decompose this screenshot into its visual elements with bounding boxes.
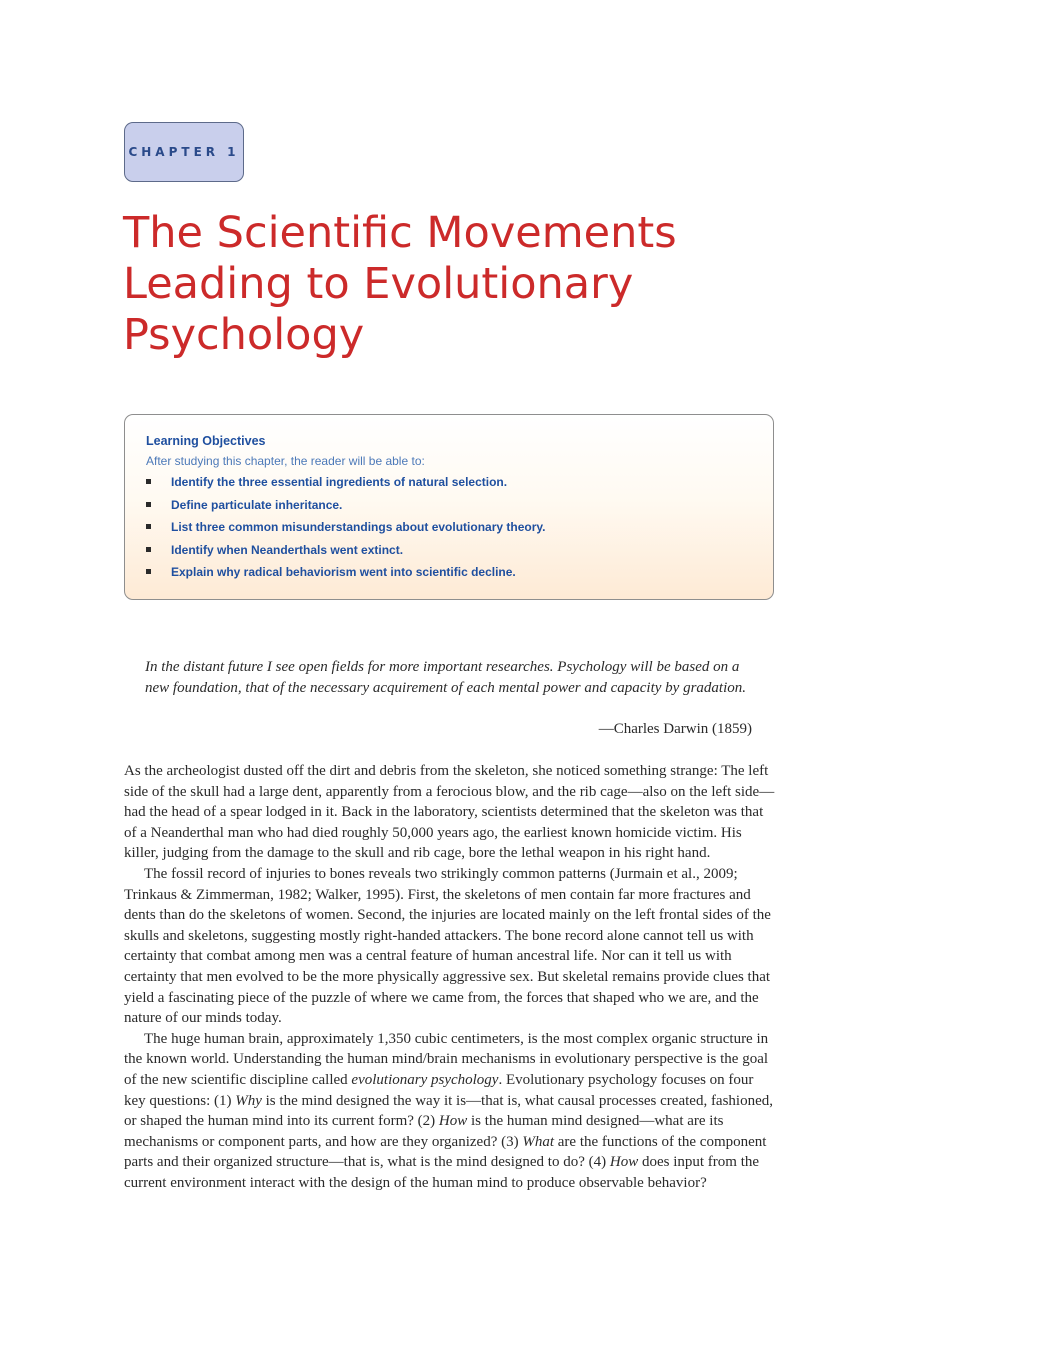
chapter-title-line: Psychology (123, 310, 365, 360)
paragraph-text: are the functions of the component parts and their organized structure—that is, what is the mind designed to do? (4) (124, 1133, 767, 1171)
objective-item (146, 474, 753, 490)
objective-text: Define particulate inheritance. (171, 497, 343, 512)
paragraph-text: The huge human brain, approximately 1,350 cubic centimeters, is the most complex organic structure in the known world. Understanding the human mind/brain mechanisms in evolutionary perspective is the goal of the new scientific discipline called (124, 1030, 769, 1088)
chapter-label: CHAPTER 1 (128, 145, 240, 159)
objective-item (146, 497, 753, 513)
objectives-heading: Learning Objectives (146, 434, 266, 448)
body-text (124, 761, 776, 1193)
chapter-title-line: Leading to Evolutionary (123, 259, 634, 309)
epigraph-attribution: —Charles Darwin (1859) (598, 721, 752, 737)
body-paragraph: The fossil record of injuries to bones reveals two strikingly common patterns (Jurmain et al., 2009; Trinkaus & Zimmerman, 1982; Walker, 1995). First, the skeletons of men contain far more fractures and dents than do the skeletons of women. Second, the injuries are located mainly on the left frontal sides of the skulls and skeletons, suggesting mostly right-handed attackers. The bone record alone cannot tell us with certainty that combat among men was a central feature of human ancestral life. Nor can it tell us with certainty that men evolved to be the more physically aggressive sex. But skeletal remains provide clues that yield a fascinating piece of the puzzle of where we came from, the forces that shaped who we are, and the nature of our minds today. (124, 865, 771, 1027)
objectives-list (146, 474, 753, 580)
learning-objectives-box (124, 414, 774, 600)
body-paragraph (124, 1029, 776, 1194)
key-term: evolutionary psychology (351, 1071, 499, 1088)
objective-item (146, 519, 753, 535)
paragraph-text: . Evolutionary psychology focuses on four key questions: (1) (124, 1071, 754, 1109)
paragraph-text: is the human mind designed—what are its mechanisms or component parts, and how are they organized? (3) (124, 1113, 724, 1150)
square-bullet-icon (146, 502, 151, 507)
square-bullet-icon (146, 569, 151, 574)
paragraph-text: is the mind designed the way it is—that is, what causal processes created, fashioned, or shaped the human mind into its current form? (2) (124, 1092, 774, 1130)
objective-text: List three common misunderstandings about evolutionary theory. (171, 520, 546, 534)
question-word: Why (235, 1092, 262, 1109)
chapter-badge (124, 122, 244, 182)
square-bullet-icon (146, 479, 151, 484)
question-word: How (438, 1113, 468, 1130)
objective-text: Identify the three essential ingredients of natural selection. (171, 475, 508, 489)
question-word: What (522, 1133, 555, 1150)
objectives-intro: After studying this chapter, the reader will be able to: (146, 454, 425, 468)
question-word: How (609, 1154, 639, 1171)
chapter-title (123, 208, 763, 361)
objective-text: Explain why radical behaviorism went into scientific decline. (171, 565, 516, 579)
paragraph-text: does input from the current environment interact with the design of the human mind to produce observable behavior? (124, 1154, 760, 1191)
objective-text: Identify when Neanderthals went extinct. (171, 542, 404, 557)
square-bullet-icon (146, 547, 151, 552)
chapter-title-line: The Scientific Movements (123, 208, 677, 258)
body-paragraph: As the archeologist dusted off the dirt and debris from the skeleton, she noticed something strange: The left side of the skull had a large dent, apparently from a ferocious blow, and the rib cage—also on the left side—had the head of a spear lodged in it. Back in the laboratory, scientists determined that the skeleton was that of a Neanderthal man who had died roughly 50,000 years ago, the earliest known homicide victim. His killer, judging from the damage to the skull and rib cage, bore the lethal weapon in his right hand. (124, 763, 775, 862)
objective-item (146, 564, 753, 580)
objective-item (146, 542, 753, 558)
square-bullet-icon (146, 524, 151, 529)
epigraph-quote: In the distant future I see open fields for more important researches. Psychology will be based on a new foundation, that of the necessary acquirement of each mental power and capacity by gradation. (145, 659, 747, 696)
